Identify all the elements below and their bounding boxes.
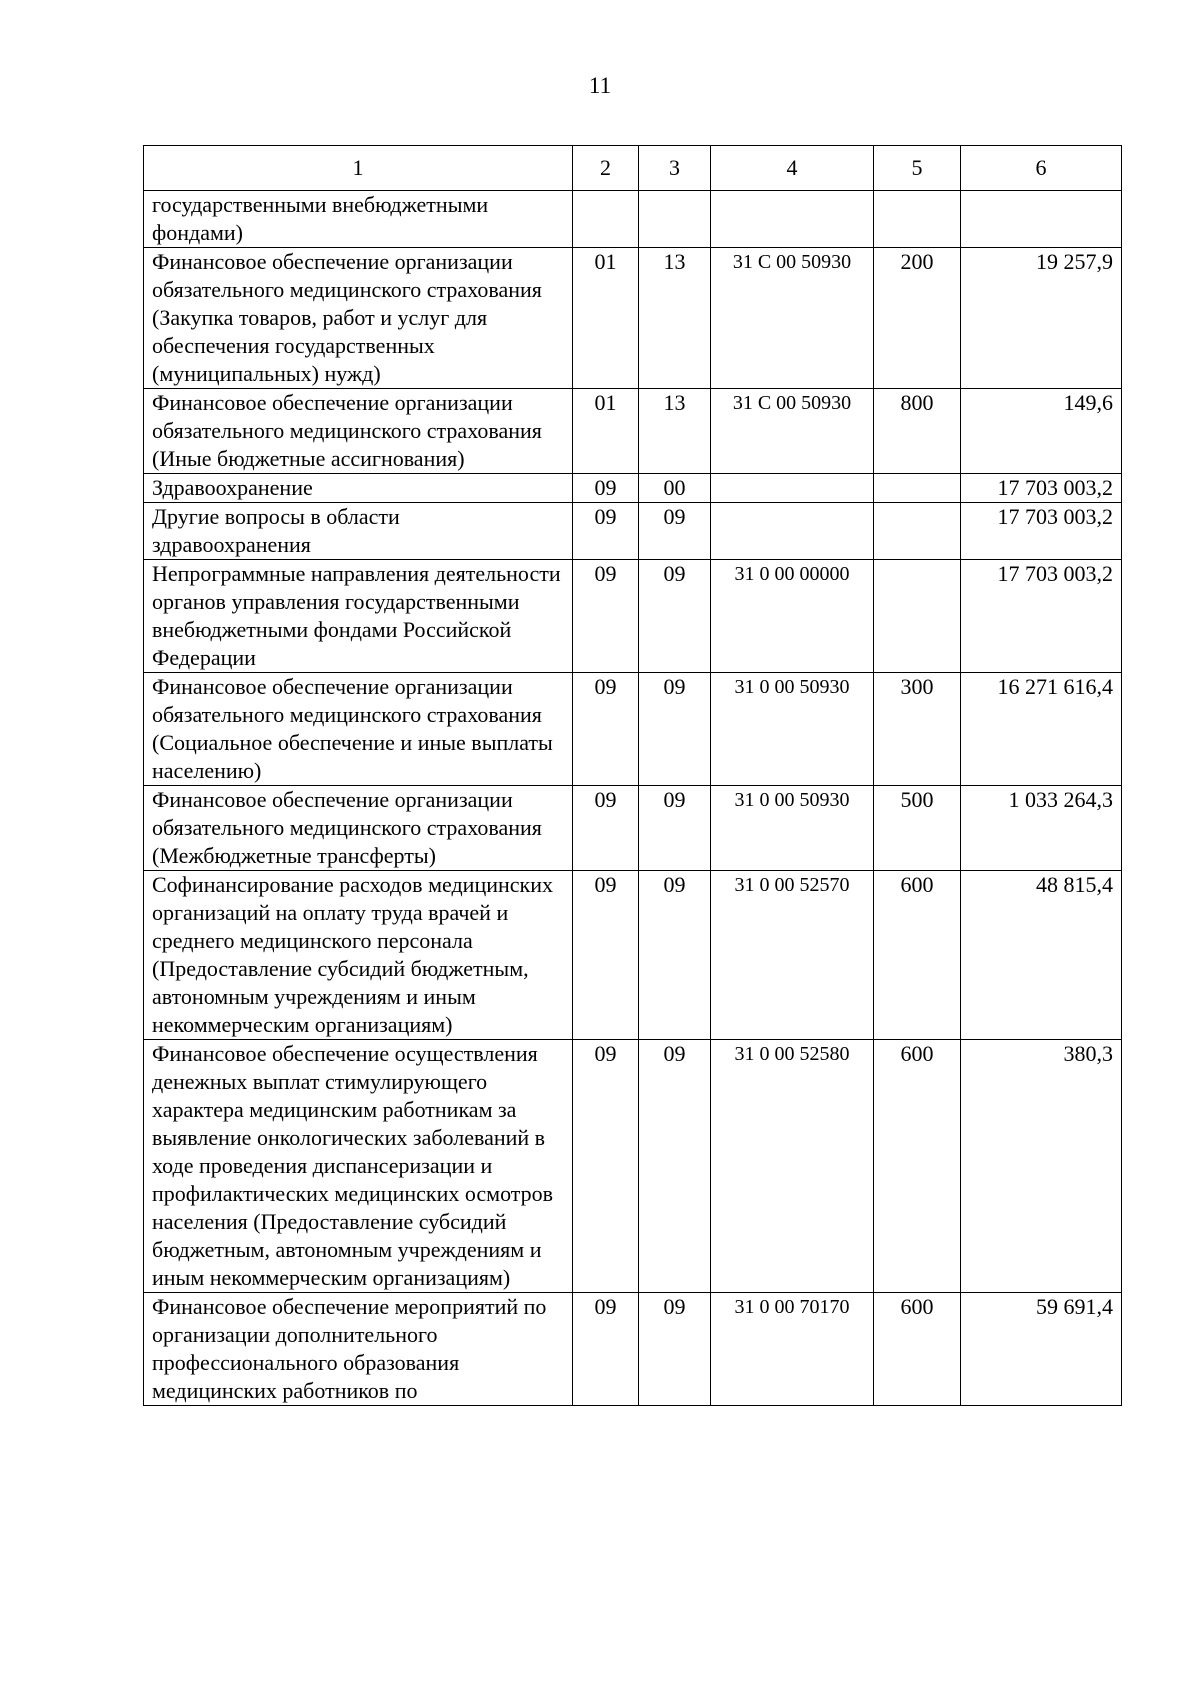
- row-subsection-cell: [639, 191, 711, 248]
- table-row: [144, 1293, 1122, 1406]
- header-cell-2: 2: [573, 146, 639, 191]
- row-expense-type-cell: 600: [874, 1040, 961, 1293]
- row-amount-cell: 19 257,9: [961, 248, 1122, 389]
- header-cell-6: 6: [961, 146, 1122, 191]
- table-row: [144, 673, 1122, 786]
- row-expense-type-cell: 600: [874, 1293, 961, 1406]
- row-subsection-cell: 09: [639, 1040, 711, 1293]
- row-expense-type-cell: 600: [874, 871, 961, 1040]
- row-subsection-cell: 09: [639, 871, 711, 1040]
- row-amount-cell: 48 815,4: [961, 871, 1122, 1040]
- row-name-cell: государственными внебюджетными фондами): [144, 191, 573, 248]
- header-cell-3: 3: [639, 146, 711, 191]
- row-target-code-cell: [711, 503, 874, 560]
- row-name-cell: Финансовое обеспечение осуществления денежных выплат стимулирующего характера медицинским работникам за выявление онкологических заболеваний в ходе проведения диспансеризации и профилактических медицинских осмотров населения (Предоставление субсидий бюджетным, автономным учреждениям и иным некоммерческим организациям): [144, 1040, 573, 1293]
- row-subsection-cell: 00: [639, 474, 711, 503]
- row-target-code-cell: 31 0 00 52580: [711, 1040, 874, 1293]
- row-section-cell: [573, 191, 639, 248]
- row-amount-cell: 17 703 003,2: [961, 560, 1122, 673]
- row-section-cell: 01: [573, 389, 639, 474]
- row-amount-cell: 59 691,4: [961, 1293, 1122, 1406]
- table-row: [144, 503, 1122, 560]
- row-name-cell: Другие вопросы в области здравоохранения: [144, 503, 573, 560]
- row-expense-type-cell: [874, 191, 961, 248]
- row-section-cell: 09: [573, 786, 639, 871]
- row-subsection-cell: 13: [639, 389, 711, 474]
- row-target-code-cell: 31 0 00 50930: [711, 673, 874, 786]
- row-name-cell: Финансовое обеспечение организации обязательного медицинского страхования (Социальное обеспечение и иные выплаты населению): [144, 673, 573, 786]
- row-target-code-cell: 31 0 00 70170: [711, 1293, 874, 1406]
- row-section-cell: 09: [573, 474, 639, 503]
- row-section-cell: 09: [573, 1293, 639, 1406]
- table-row: [144, 560, 1122, 673]
- header-cell-1: 1: [144, 146, 573, 191]
- row-subsection-cell: 09: [639, 560, 711, 673]
- row-name-cell: Финансовое обеспечение организации обязательного медицинского страхования (Межбюджетные трансферты): [144, 786, 573, 871]
- row-expense-type-cell: 300: [874, 673, 961, 786]
- row-amount-cell: 149,6: [961, 389, 1122, 474]
- header-cell-4: 4: [711, 146, 874, 191]
- row-subsection-cell: 09: [639, 786, 711, 871]
- row-name-cell: Здравоохранение: [144, 474, 573, 503]
- table-row: [144, 1040, 1122, 1293]
- row-amount-cell: 17 703 003,2: [961, 503, 1122, 560]
- row-target-code-cell: [711, 191, 874, 248]
- row-expense-type-cell: 200: [874, 248, 961, 389]
- row-section-cell: 09: [573, 560, 639, 673]
- row-expense-type-cell: 800: [874, 389, 961, 474]
- row-expense-type-cell: 500: [874, 786, 961, 871]
- row-target-code-cell: 31 С 00 50930: [711, 389, 874, 474]
- row-name-cell: Софинансирование расходов медицинских организаций на оплату труда врачей и среднего медицинского персонала (Предоставление субсидий бюджетным, автономным учреждениям и иным некоммерческим организациям): [144, 871, 573, 1040]
- row-target-code-cell: 31 0 00 52570: [711, 871, 874, 1040]
- row-expense-type-cell: [874, 560, 961, 673]
- row-section-cell: 09: [573, 673, 639, 786]
- row-amount-cell: 17 703 003,2: [961, 474, 1122, 503]
- row-section-cell: 01: [573, 248, 639, 389]
- row-section-cell: 09: [573, 871, 639, 1040]
- header-cell-5: 5: [874, 146, 961, 191]
- row-name-cell: Финансовое обеспечение организации обязательного медицинского страхования (Закупка товаров, работ и услуг для обеспечения государственных (муниципальных) нужд): [144, 248, 573, 389]
- row-section-cell: 09: [573, 503, 639, 560]
- row-name-cell: Финансовое обеспечение мероприятий по организации дополнительного профессионального образования медицинских работников по: [144, 1293, 573, 1406]
- row-target-code-cell: [711, 474, 874, 503]
- table-row: [144, 389, 1122, 474]
- row-subsection-cell: 13: [639, 248, 711, 389]
- table-row: [144, 248, 1122, 389]
- row-amount-cell: 16 271 616,4: [961, 673, 1122, 786]
- row-expense-type-cell: [874, 503, 961, 560]
- row-name-cell: Финансовое обеспечение организации обязательного медицинского страхования (Иные бюджетные ассигнования): [144, 389, 573, 474]
- row-amount-cell: [961, 191, 1122, 248]
- table-row: [144, 474, 1122, 503]
- row-section-cell: 09: [573, 1040, 639, 1293]
- row-expense-type-cell: [874, 474, 961, 503]
- row-subsection-cell: 09: [639, 1293, 711, 1406]
- row-target-code-cell: 31 0 00 50930: [711, 786, 874, 871]
- row-subsection-cell: 09: [639, 503, 711, 560]
- table-row: [144, 871, 1122, 1040]
- budget-table: [143, 145, 1122, 1406]
- row-target-code-cell: 31 С 00 50930: [711, 248, 874, 389]
- table-row: [144, 786, 1122, 871]
- row-subsection-cell: 09: [639, 673, 711, 786]
- row-amount-cell: 1 033 264,3: [961, 786, 1122, 871]
- row-amount-cell: 380,3: [961, 1040, 1122, 1293]
- header-row: [144, 146, 1122, 191]
- row-name-cell: Непрограммные направления деятельности органов управления государственными внебюджетными фондами Российской Федерации: [144, 560, 573, 673]
- table-row: [144, 191, 1122, 248]
- row-target-code-cell: 31 0 00 00000: [711, 560, 874, 673]
- page-number: 11: [588, 73, 612, 98]
